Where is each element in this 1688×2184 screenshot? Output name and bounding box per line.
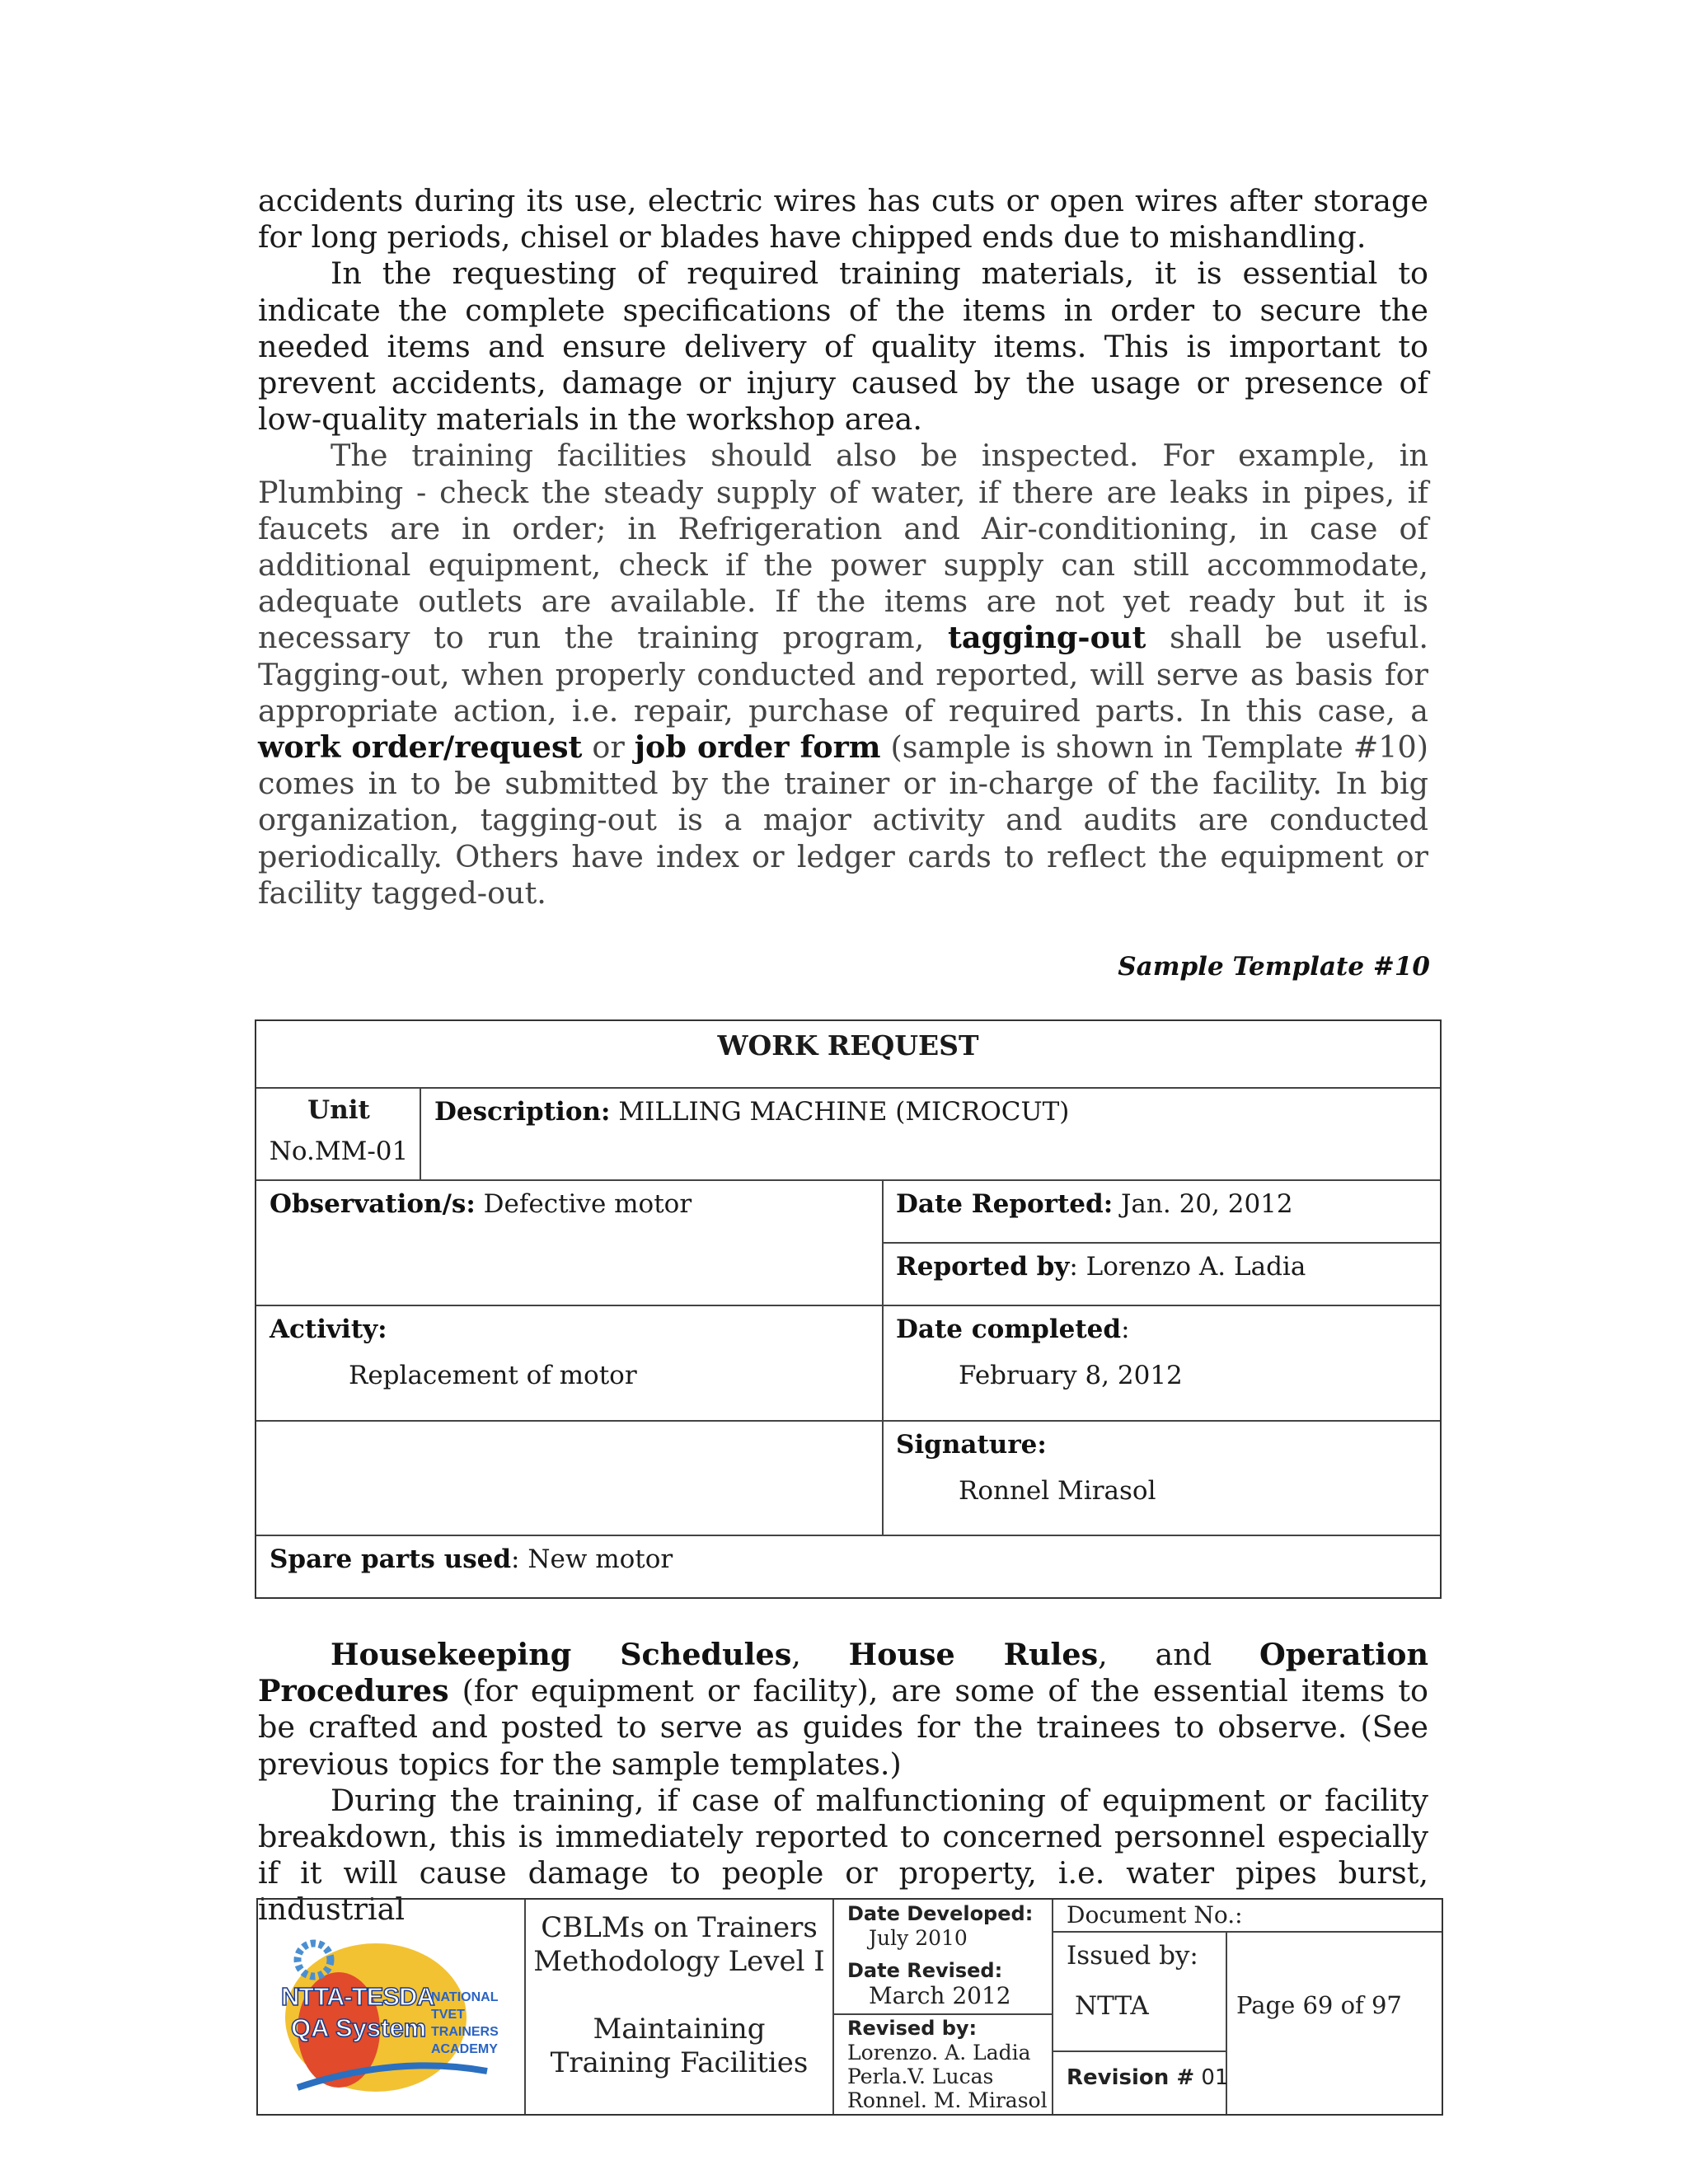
module-line-2: Training Facilities [550,2046,809,2079]
revised-by-3: Ronnel. M. Mirasol [847,2088,1048,2112]
signature-label: Signature: [896,1430,1047,1460]
spare-parts-value: : New motor [511,1544,673,1574]
p4-text-a: , [791,1637,849,1672]
paragraph-1: accidents during its use, electric wires has cuts or open wires after storage for long periods, chisel or blades have chipped ends due to mishandling. [258,183,1428,255]
term-tagging-out: tagging-out [947,620,1146,656]
document-no-label: Document No.: [1067,1901,1243,1929]
issued-by-value: NTTA [1075,1991,1149,2021]
dates-cell [834,1900,1053,2114]
spare-parts-cell [256,1535,1440,1584]
document-footer [256,1898,1443,2116]
logo-side-2: TVET [431,2008,465,2022]
logo [281,1923,512,2096]
term-work-order: work order/request [258,729,583,766]
module-line-1: Maintaining [593,2013,766,2046]
logo-text-sub: QA System [291,2013,427,2042]
document-info-cell [1053,1900,1442,2114]
revised-by-label: Revised by: [847,2017,978,2040]
spare-parts-label: Spare parts used [270,1544,512,1574]
reported-by-value: : Lorenzo A. Ladia [1069,1252,1306,1282]
p3-text-c: shall be useful. Tagging-out, when properly conducted and reported, will serve as basis for appropriate action, i.e. repair, purchase of required parts. In this case, a [258,620,1428,729]
body-text-2 [258,1637,1428,1929]
logo-side-3: TRAINERS [431,2025,499,2039]
work-request-form [255,1019,1442,1599]
logo-side-1: NATIONAL [431,1990,499,2004]
date-reported-label: Date Reported: [896,1189,1114,1219]
paragraph-3 [258,438,1428,912]
course-line-1: CBLMs on Trainers [541,1911,818,1944]
observation-cell [256,1179,883,1229]
p3-text-d: or [582,729,635,766]
description-cell [421,1087,1440,1179]
description-label: Description: [434,1097,611,1127]
date-revised-value: March 2012 [869,1982,1011,2009]
unit-label: Unit [307,1095,370,1125]
activity-value: Replacement of motor [349,1361,637,1390]
logo-text-main: NTTA-TESDA [281,1982,434,2011]
paragraph-2: In the requesting of required training materials, it is essential to indicate the complete specifications of the items in order to secure the needed items and ensure delivery of quality items. This is important to prevent accidents, damage or injury caused by the usage or presence of low-quality materials in the workshop area. [258,255,1428,438]
reported-by-label: Reported by [896,1252,1070,1282]
date-revised-label: Date Revised: [847,1959,1003,1982]
p3-text-e: (sample is shown in Template #10) comes in to be submitted by the trainer or in-charge of the facility. In big organization, tagging-out is a major activity and audits are conducted periodically. Others have index or ledger cards to reflect the equipment or facility tagged-out. [258,729,1428,911]
signature-value: Ronnel Mirasol [959,1476,1156,1506]
date-completed-label: Date completed [896,1315,1122,1344]
revised-by-1: Lorenzo. A. Ladia [847,2041,1031,2064]
logo-side-text [431,1989,499,2058]
p4-text-c: , and [1098,1637,1259,1672]
date-completed-cell [883,1305,1440,1400]
paragraph-5: During the training, if case of malfunctioning of equipment or facility breakdown, this is immediately reported to concerned personnel especially if it will cause damage to people or property, i.e. water pipes burst, industrial [258,1782,1428,1928]
observation-label: Observation/s: [270,1189,476,1219]
revision-value: 01 [1194,2065,1229,2090]
unit-value: No.MM-01 [269,1137,409,1166]
activity-cell [256,1305,883,1400]
unit-cell [256,1087,421,1179]
signature-cell [883,1420,1440,1516]
revised-by-2: Perla.V. Lucas [847,2064,994,2088]
revision-label: Revision # [1067,2065,1195,2090]
date-reported-cell [883,1179,1440,1229]
term-operation-procedures: Operation Procedures [258,1637,1428,1709]
observation-value: Defective motor [475,1189,692,1219]
issued-by-label: Issued by: [1067,1941,1198,1971]
date-completed-colon: : [1121,1315,1130,1344]
course-title-cell [524,1900,834,2114]
date-completed-value: February 8, 2012 [959,1361,1183,1390]
p3-text-a: The training facilities should also be inspected. For example, in Plumbing - check the steady supply of water, if there are leaks in pipes, if faucets are in order; in Refrigeration and Air-conditioning, in case of additional equipment, check if the power supply can still accommodate, adequate outlets are available. If the items are not yet ready but it is necessary to run the training program, [258,438,1428,656]
work-request-title: WORK REQUEST [717,1029,979,1062]
date-developed-value: July 2010 [869,1926,968,1950]
course-line-2: Methodology Level I [533,1945,825,1978]
logo-side-4: ACADEMY [431,2042,498,2056]
term-job-order-form: job order form [634,729,881,766]
p4-text-d: (for equipment or facility), are some of the essential items to be crafted and posted to serve as guides for the trainees to observe. (See previous topics for the sample templates.) [258,1673,1428,1782]
reported-by-cell [883,1242,1440,1291]
term-house-rules: House Rules [848,1637,1099,1672]
activity-label: Activity: [270,1315,387,1344]
page-number: Page 69 of 97 [1236,1991,1402,2019]
template-label: Sample Template #10 [1118,952,1430,982]
date-reported-value: Jan. 20, 2012 [1113,1189,1293,1219]
paragraph-4 [258,1637,1428,1783]
date-developed-label: Date Developed: [847,1902,1034,1925]
description-value: MILLING MACHINE (MICROCUT) [610,1097,1070,1127]
term-housekeeping: Housekeeping Schedules [331,1637,792,1672]
body-text [258,183,1428,912]
